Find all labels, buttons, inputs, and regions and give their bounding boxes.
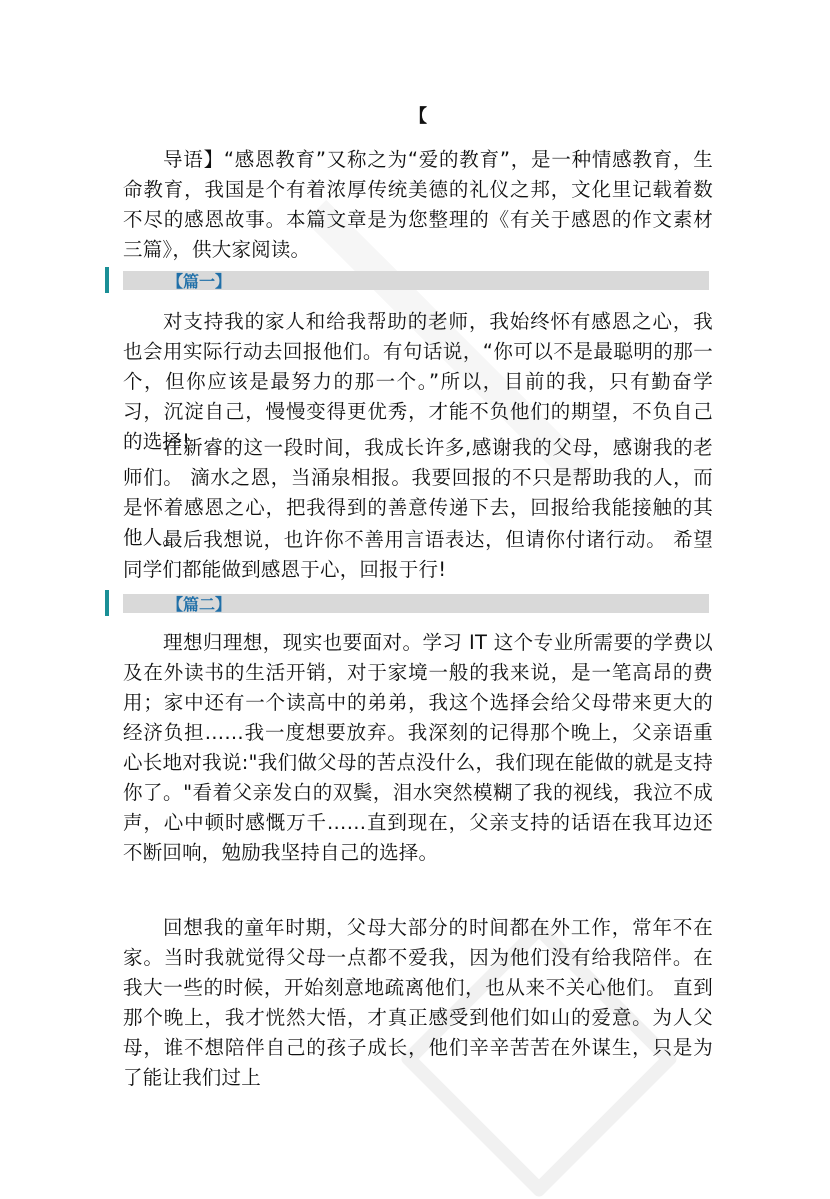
section-marker — [105, 590, 109, 616]
section-header-2 — [105, 594, 709, 614]
section2-paragraph-1: 理想归理想，现实也要面对。学习 IT 这个专业所需要的学费以及在外读书的生活开销，对于家境一般的我来说，是一笔高昂的费用；家中还有一个读高中的弟弟，我这个选择会给父母带来更大的经济负担……我一度想要放弃。我深刻的记得那个晚上，父亲语重心长地对我说:"我们做父母的苦点没什么，我们现在能做的就是支持你了。"看着父亲发白的双鬓，泪水突然模糊了我的视线，我泣不成声，心中顿时感慨万千……直到现在，父亲支持的话语在我耳边还不断回响，勉励我坚持自己的选择。 — [123, 631, 713, 864]
section-title: 【篇一】 — [167, 272, 232, 291]
section-header-1 — [105, 271, 709, 291]
section2-paragraph-2: 回想我的童年时期，父母大部分的时间都在外工作，常年不在家。当时我就觉得父母一点都不爱我，因为他们没有给我陪伴。在我大一些的时候，开始刻意地疏离他们，也从来不关心他们。 直到那个晚上，我才恍然大悟，才真正感受到他们如山的爱意。为人父母，谁不想陪伴自己的孩子成长，他们辛辛苦苦在外谋生，只是为了能让我们过上 — [123, 916, 713, 1089]
section1-paragraph-3: 最后我想说，也许你不善用言语表达，但请你付诸行动。 希望同学们都能做到感恩于心，回报于行! — [123, 528, 713, 581]
open-bracket: 【 — [409, 106, 427, 127]
section-title: 【篇二】 — [167, 595, 232, 614]
section1-paragraph-2: 在新睿的这一段时间，我成长许多,感谢我的父母，感谢我的老师们。 滴水之恩，当涌泉相报。我要回报的不只是帮助我的人，而是怀着感恩之心，把我得到的善意传递下去，回报给我能接触的其他人。 — [123, 436, 713, 549]
intro-paragraph: 导语】“感恩教育”又称之为“爱的教育”，是一种情感教育，生命教育，我国是个有着浓厚传统美德的礼仪之邦，文化里记载着数不尽的感恩故事。本篇文章是为您整理的《有关于感恩的作文素材三篇》，供大家阅读。 — [123, 148, 713, 261]
section1-paragraph-1: 对支持我的家人和给我帮助的老师，我始终怀有感恩之心，我也会用实际行动去回报他们。有句话说，“你可以不是最聪明的那一个，但你应该是最努力的那一个。”所以，目前的我，只有勤奋学习，沉淀自己，慢慢变得更优秀，才能不负他们的期望，不负自己的选择! — [123, 310, 713, 453]
section-marker — [105, 267, 109, 293]
